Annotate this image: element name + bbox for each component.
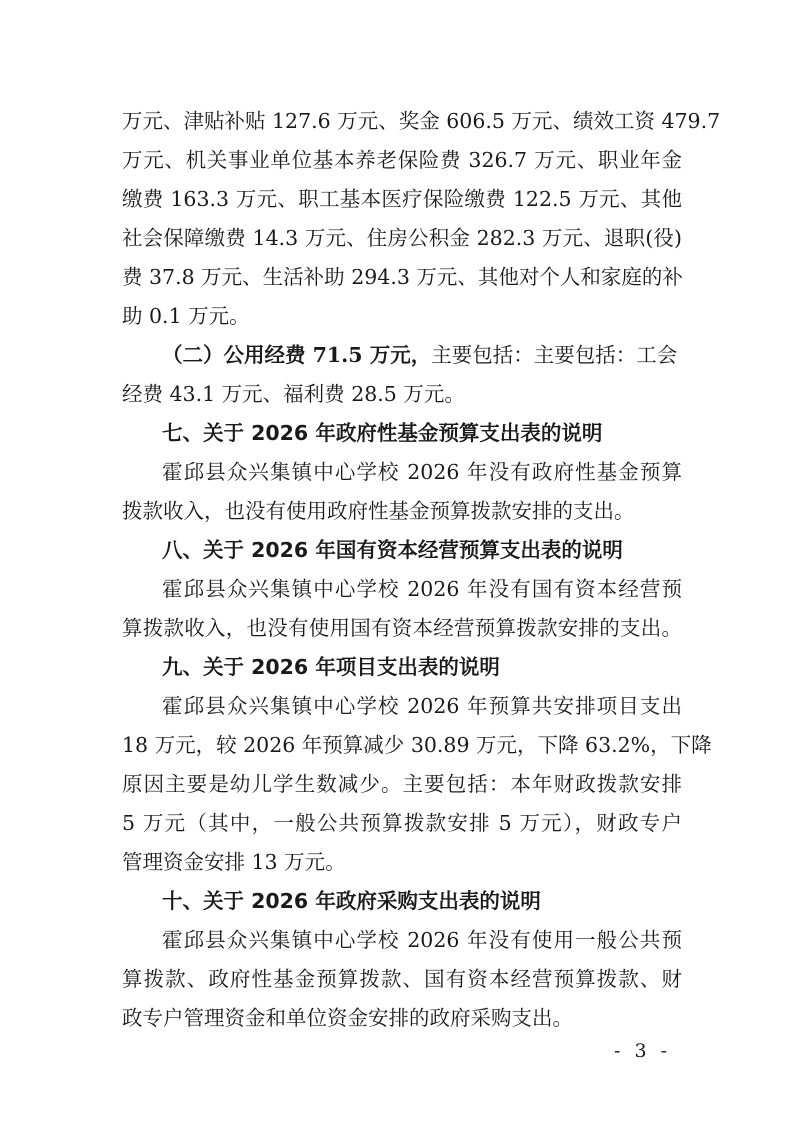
body-line: 18 万元，较 2026 年预算减少 30.89 万元，下降 63.2%，下降	[122, 733, 712, 757]
public-expense-heading: （二）公用经费 71.5 万元，	[162, 343, 432, 367]
section-heading-9: 九、关于 2026 年项目支出表的说明	[162, 655, 500, 679]
body-line: 经费 43.1 万元、福利费 28.5 万元。	[122, 382, 465, 406]
body-line: 算拨款收入，也没有使用国有资本经营预算拨款安排的支出。	[122, 616, 682, 640]
public-expense-paragraph	[162, 342, 682, 368]
body-line: 5 万元（其中，一般公共预算拨款安排 5 万元），财政专户	[122, 811, 682, 835]
body-line: 算拨款、政府性基金预算拨款、国有资本经营预算拨款、财	[122, 967, 682, 991]
body-line: 缴费 163.3 万元、职工基本医疗保险缴费 122.5 万元、其他	[122, 187, 682, 211]
section-heading-10: 十、关于 2026 年政府采购支出表的说明	[162, 889, 541, 913]
body-line: 政专户管理资金和单位资金安排的政府采购支出。	[122, 1006, 573, 1030]
body-line: 霍邱县众兴集镇中心学校 2026 年没有政府性基金预算	[162, 460, 682, 484]
body-line: 助 0.1 万元。	[122, 304, 250, 328]
body-line: 拨款收入，也没有使用政府性基金预算拨款安排的支出。	[122, 499, 635, 523]
public-expense-text: 主要包括：主要包括：工会	[431, 343, 678, 367]
body-line: 霍邱县众兴集镇中心学校 2026 年预算共安排项目支出	[162, 694, 682, 718]
page-number: - 3 -	[613, 1040, 671, 1062]
body-line: 社会保障缴费 14.3 万元、住房公积金 282.3 万元、退职(役)	[122, 226, 682, 250]
section-heading-7: 七、关于 2026 年政府性基金预算支出表的说明	[162, 421, 603, 445]
body-line: 万元、机关事业单位基本养老保险费 326.7 万元、职业年金	[122, 148, 682, 172]
body-line: 管理资金安排 13 万元。	[122, 850, 346, 874]
body-line: 费 37.8 万元、生活补助 294.3 万元、其他对个人和家庭的补	[122, 265, 683, 289]
body-line: 霍邱县众兴集镇中心学校 2026 年没有国有资本经营预	[162, 577, 682, 601]
body-line: 霍邱县众兴集镇中心学校 2026 年没有使用一般公共预	[162, 928, 682, 952]
body-line: 原因主要是幼儿学生数减少。主要包括：本年财政拨款安排	[122, 772, 682, 796]
body-line: 万元、津贴补贴 127.6 万元、奖金 606.5 万元、绩效工资 479.7	[122, 109, 721, 133]
section-heading-8: 八、关于 2026 年国有资本经营预算支出表的说明	[162, 538, 623, 562]
